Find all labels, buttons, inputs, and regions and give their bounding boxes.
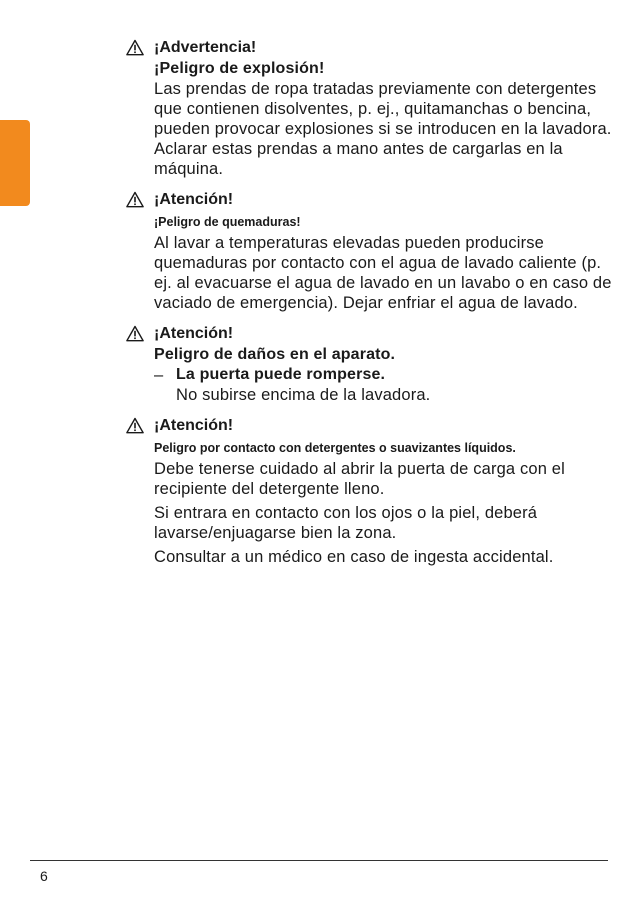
safety-warnings [126,36,616,576]
warning-triangle-icon [126,325,144,342]
warning-subtitle: Peligro por contacto con detergentes o suavizantes líquidos. [154,441,516,455]
warning-text: Si entrara en contacto con los ojos o la piel, deberá lavarse/enjuagarse bien la zona. [154,504,538,542]
warning-subtitle: ¡Peligro de quemaduras! [154,215,301,229]
warning-burns [126,188,616,313]
warning-text: Debe tenerse cuidado al abrir la puerta de carga con el recipiente del detergente lleno. [154,460,565,498]
section-tab [0,120,30,206]
warning-text: Consultar a un médico en caso de ingesta accidental. [154,548,554,566]
warning-list-item [154,365,616,405]
list-dash: – [154,366,164,384]
warning-subtitle: Peligro de daños en el aparato. [154,346,396,363]
warning-appliance-damage [126,322,616,405]
warning-text: Las prendas de ropa tratadas previamente con detergentes que contienen disolventes, p. ej., quitamanchas o bencina, pueden provocar explosiones si se introducen en la lavadora. [154,80,612,138]
warning-triangle-icon [126,191,144,208]
warning-text: Aclarar estas prendas a mano antes de cargarlas en la máquina. [154,140,563,178]
warning-explosion [126,36,616,179]
list-item-title: La puerta puede romperse. [176,366,386,383]
footer-rule [30,860,608,861]
warning-title: ¡Advertencia! [154,38,257,56]
warning-title: ¡Atención! [154,190,234,208]
list-item-text: No subirse encima de la lavadora. [176,386,431,404]
warning-text: Al lavar a temperaturas elevadas pueden producirse quemaduras por contacto con el agua de lavado caliente (p. ej. al evacuarse el agua de lavado en un lavabo o en caso de vaciado de emergencia). Dejar enfriar el agua de lavado. [154,234,612,312]
warning-title: ¡Atención! [154,324,234,342]
warning-subtitle: ¡Peligro de explosión! [154,60,325,77]
page-number: 6 [40,868,48,884]
warning-detergent-contact [126,414,616,567]
warning-triangle-icon [126,39,144,56]
warning-title: ¡Atención! [154,416,234,434]
warning-triangle-icon [126,417,144,434]
